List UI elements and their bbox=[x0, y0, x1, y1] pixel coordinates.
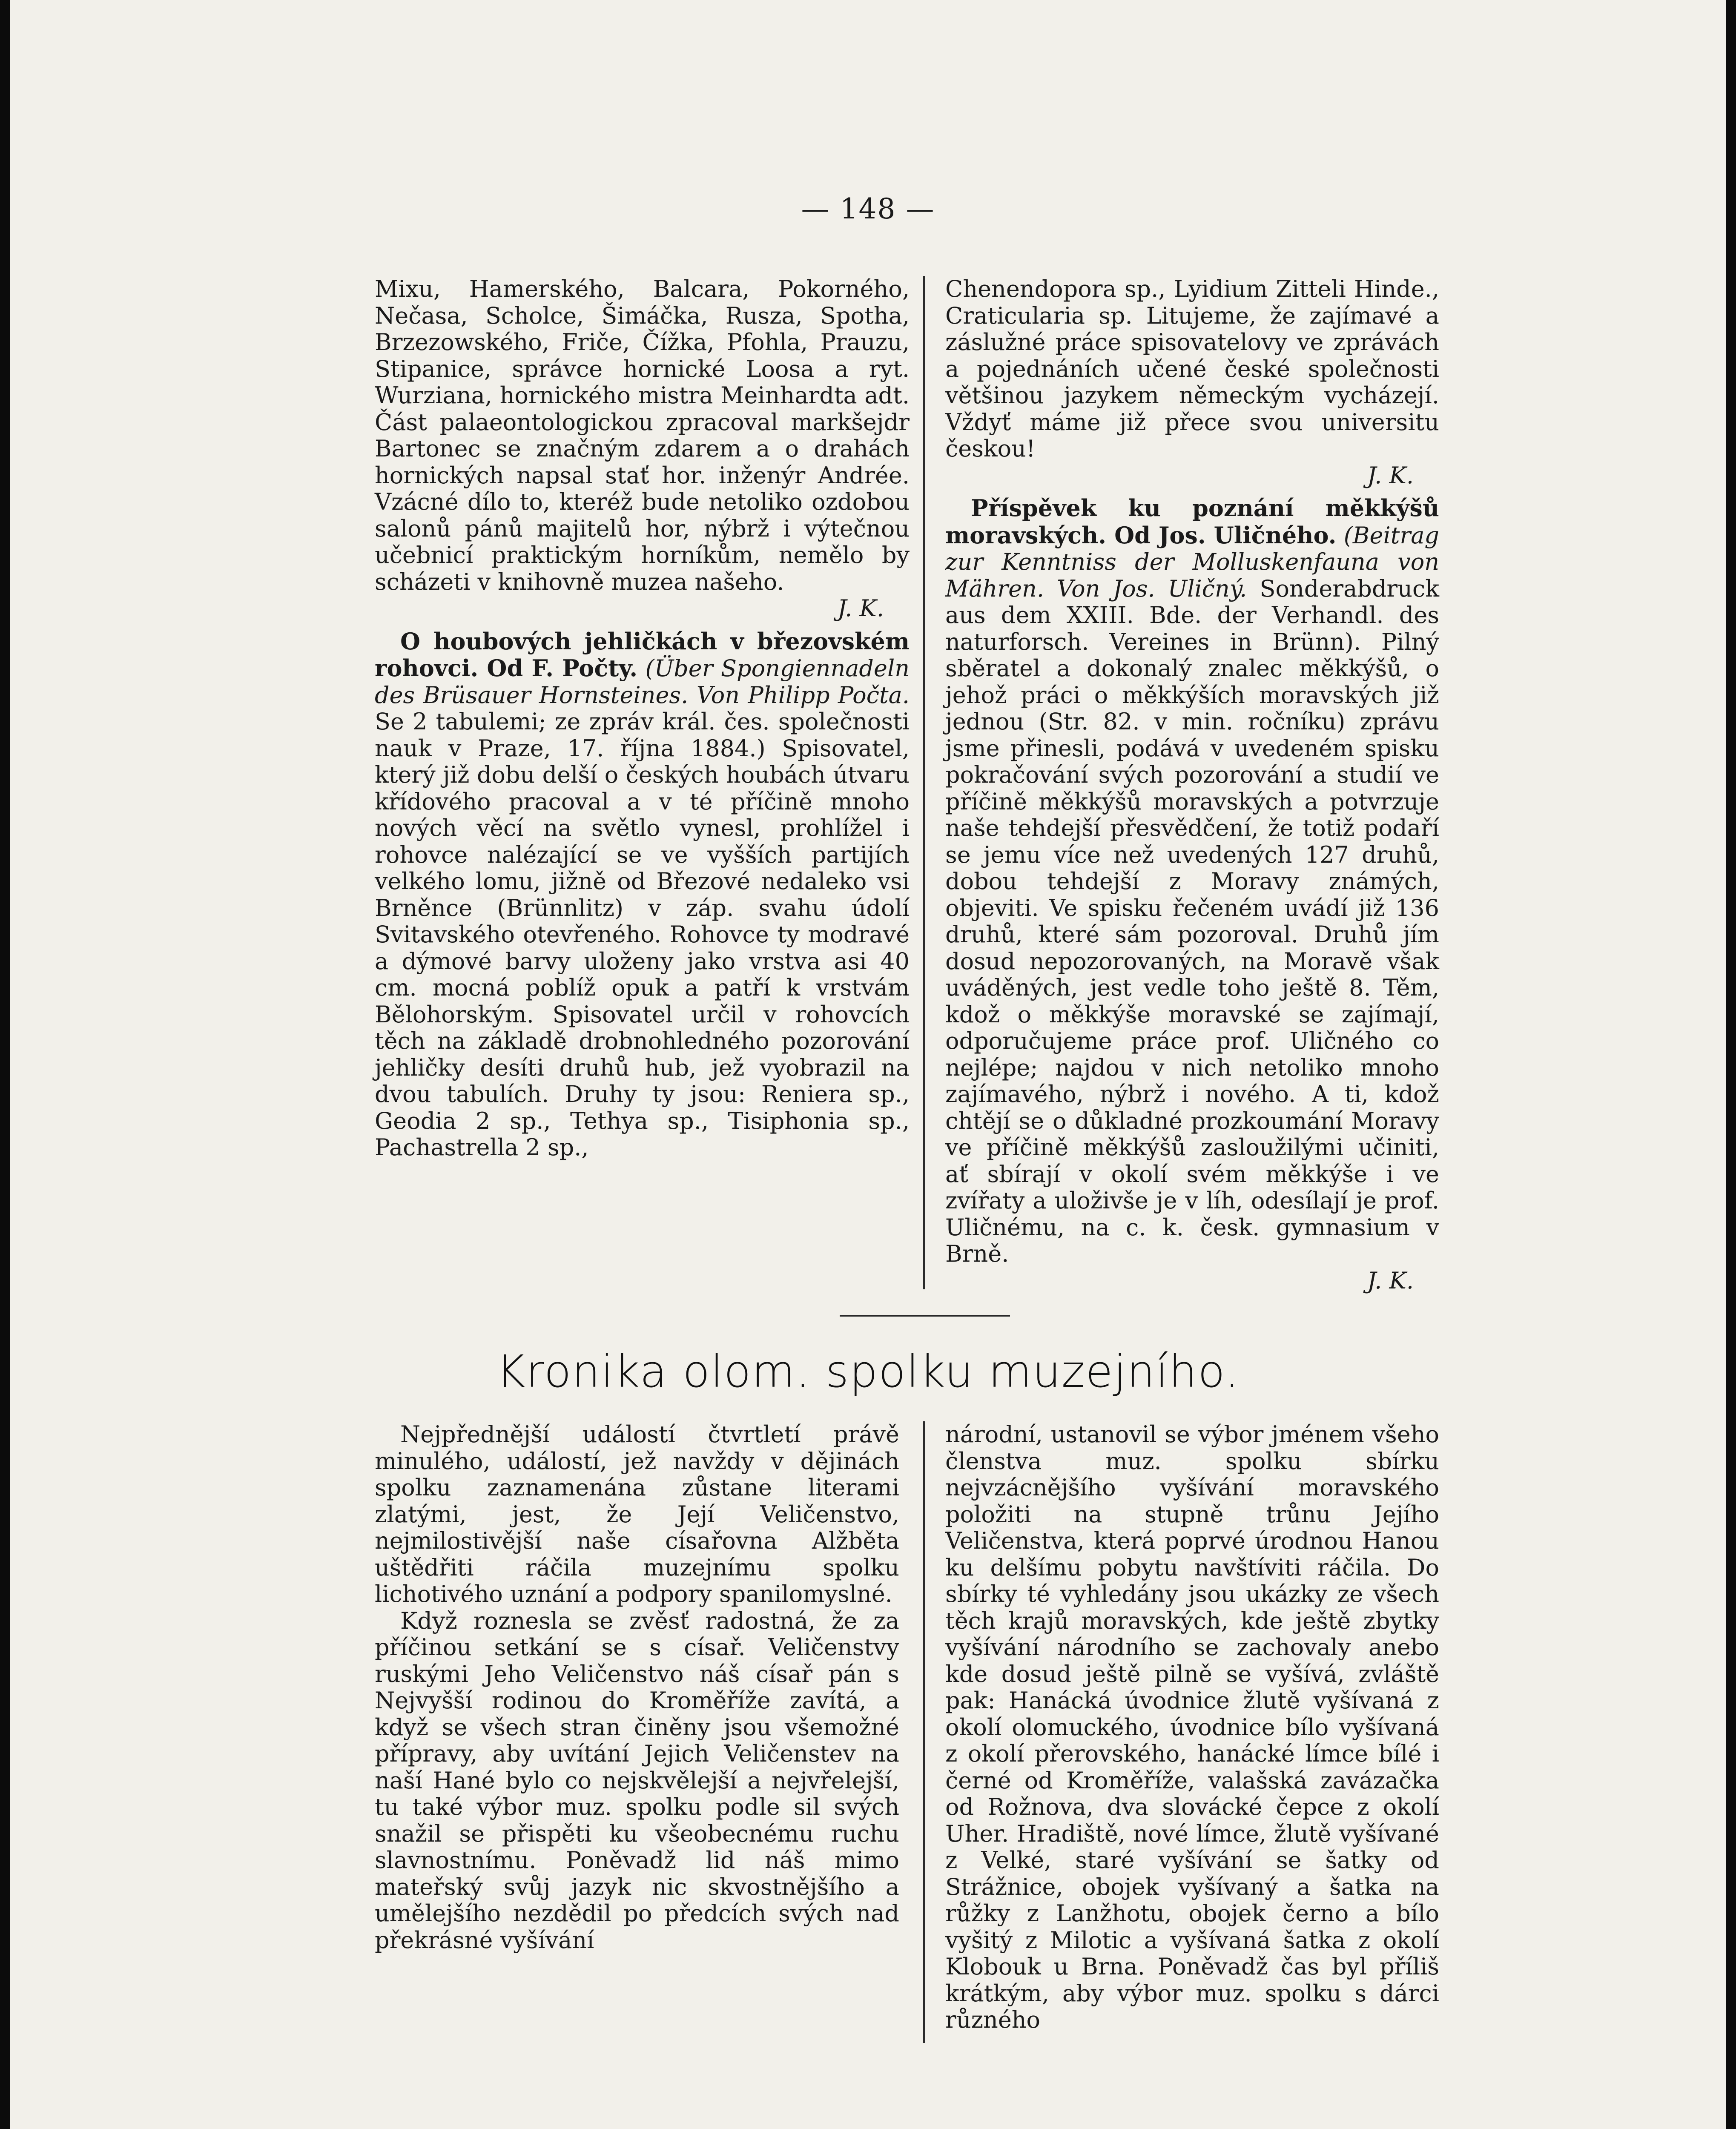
bottom-right-column bbox=[945, 1421, 1439, 2034]
top-left-column bbox=[375, 276, 910, 1161]
column-divider-top bbox=[923, 276, 925, 1289]
review-original-title: (Beitrag zur Kenntniss der Molluskenfauna von Mähren. Von Jos. Uličný. bbox=[945, 522, 1439, 602]
section-title: Kronika olom. spolku muzejního. bbox=[496, 1346, 1240, 1397]
review-entry bbox=[945, 495, 1439, 1268]
review-paragraph: Mixu, Hamerského, Balcara, Pokorného, Nečasa, Scholce, Šimáčka, Rusza, Spotha, Brzezowského, Friče, Čížka, Pfohla, Prauzu, Stipanice, správce hornické Loosa a ryt. Wurziana, hornického mistra Meinhardta adt. Část palaeontologickou zpracoval markšejdr Bartonec se značným zdarem a o drahách hornických napsal stať hor. inženýr Andrée. Vzácné dílo to, kteréž bude netoliko ozdobou salonů pánů majitelů hor, nýbrž i výtečnou učebnicí praktickým horníkům, nemělo by scházeti v knihovně muzea našeho. bbox=[375, 275, 910, 595]
review-body: Se 2 tabulemi; ze zpráv král. čes. společnosti nauk v Praze, 17. října 1884.) Spisovatel, který již dobu delší o českých houbách útvaru křídového pracoval a v té příčině mnoho nových věcí na světlo vynesl, prohlížel i rohovce nalézající se ve vyšších partijích velkého lomu, jižně od Březové nedaleko vsi Brněnce (Brünnlitz) v záp. svahu údolí Svitavského otevřeného. Rohovce ty modravé a dýmové barvy uloženy jako vrstva asi 40 cm. mocná poblíž opuk a patří k vrstvám Bělohorským. Spisovatel určil v rohovcích těch na základě drobnohledného pozorování jehličky desíti druhů hub, jež vyobrazil na dvou tabulích. Druhy ty jsou: Reniera sp., Geodia 2 sp., Tethya sp., Tisiphonia sp., Pachastrella 2 sp., bbox=[375, 708, 910, 1161]
review-entry bbox=[375, 628, 910, 1161]
signature: J. K. bbox=[1367, 1267, 1414, 1294]
review-paragraph: Chenendopora sp., Lyidium Zitteli Hinde., Craticularia sp. Litujeme, že zajímavé a záslužné práce spisovatelovy ve zprávách a pojednáních učené české společnosti většinou jazykem německým vycházejí. Vždyť máme již přece svou universitu českou! bbox=[945, 275, 1439, 462]
signature: J. K. bbox=[837, 595, 884, 622]
chronicle-paragraph: Nejpřednější událostí čtvrtletí právě minulého, událostí, jež navždy v dějinách spolku zaznamenána zůstane literami zlatými, jest, že Její Veličenstvo, nejmilostivější naše císařovna Alžběta uštědřiti ráčila muzejnímu spolku lichotivého uznání a podpory spanilomyslné. bbox=[375, 1421, 899, 1607]
chronicle-paragraph: Když roznesla se zvěsť radostná, že za příčinou setkání se s císař. Veličenstvy ruskými Jeho Veličenstvo náš císař pán s Nejvyšší rodinou do Kroměříže zavítá, a když se všech stran činěny jsou všemožné přípravy, aby uvítání Jejich Veličenstev na naší Hané bylo co nejskvělejší a nejvřelejší, tu také výbor muz. spolku podle sil svých snažil se přispěti ku všeobecnému ruchu slavnostnímu. Poněvadž lid náš mimo mateřský svůj jazyk nic skvostnějšího a umělejšího nezdědil po předcích svých nad překrásné vyšívání bbox=[375, 1607, 899, 1954]
review-body: Sonderabdruck aus dem XXIII. Bde. der Verhandl. des naturforsch. Vereines in Brünn). Pilný sběratel a dokonalý znalec měkkýšů, o jehož práci o měkkýších moravských již jednou (Str. 82. v min. ročníku) zprávu jsme přinesli, podává v uvedeném spisku pokračování svých pozorování a studií ve příčině měkkýšů moravských a potvrzuje naše tehdejší přesvědčení, že totiž podaří se jemu více než uvedených 127 druhů, dobou tehdejší z Moravy známých, objeviti. Ve spisku řečeném uvádí již 136 druhů, které sám pozoroval. Druhů jím dosud nepozorovaných, na Moravě však uváděných, jest vedle toho ještě 8. Těm, kdož o měkkýše moravské se zajímají, odporučujeme práce prof. Uličného co nejlépe; najdou v nich netoliko mnoho zajímavého, nýbrž i nového. A ti, kdož chtějí se o důkladné prozkoumání Moravy ve příčině měkkýšů zasloužilými učiniti, ať sbírají v okolí svém měkkýše i ve zvířaty a uloživše je v líh, odesílají je prof. Uličnému, na c. k. česk. gymnasium v Brně. bbox=[945, 575, 1439, 1267]
chronicle-paragraph: národní, ustanovil se výbor jménem všeho členstva muz. spolku sbírku nejvzácnějšího vyšívání moravského položiti na stupně trůnu Jejího Veličenstva, která poprvé úrodnou Hanou ku delšímu pobytu navštíviti ráčila. Do sbírky té vyhledány jsou ukázky ze všech těch krajů moravských, kde ještě zbytky vyšívání národního se zachovaly anebo kde dosud ještě pilně se vyšívá, zvláště pak: Hanácká úvodnice žlutě vyšívaná z okolí olomuckého, úvodnice bílo vyšívaná z okolí přerovského, hanácké límce bílé i černé od Kroměříže, valašská zavázačka od Rožnova, dva slovácké čepce z okolí Uher. Hradiště, nové límce, žlutě vyšívané z Velké, staré vyšívání se šatky od Strážnice, obojek vyšívaný a šatka na růžky z Lanžhotu, obojek černo a bílo vyšitý z Milotic a vyšívaná šatka z okolí Klobouk u Brna. Poněvadž čas byl příliš krátkým, aby výbor muz. spolku s dárci různého bbox=[945, 1421, 1439, 2033]
signature: J. K. bbox=[1367, 462, 1414, 489]
review-heading: Příspěvek ku poznání měkkýšů moravských. Od Jos. Uličného. bbox=[945, 494, 1439, 549]
scan-border-right bbox=[1726, 0, 1736, 2129]
top-right-column bbox=[945, 276, 1439, 1294]
review-heading: O houbových jehličkách v březovském rohovci. Od F. Počty. bbox=[375, 627, 910, 682]
section-divider bbox=[840, 1315, 1010, 1317]
review-original-title: (Über Spongiennadeln des Brüsauer Hornsteines. Von Philipp Počta. bbox=[375, 655, 910, 709]
column-divider-bottom bbox=[923, 1421, 925, 2043]
bottom-left-column bbox=[375, 1421, 899, 1954]
page-number: — 148 — bbox=[801, 192, 935, 225]
scan-border-left bbox=[0, 0, 10, 2129]
